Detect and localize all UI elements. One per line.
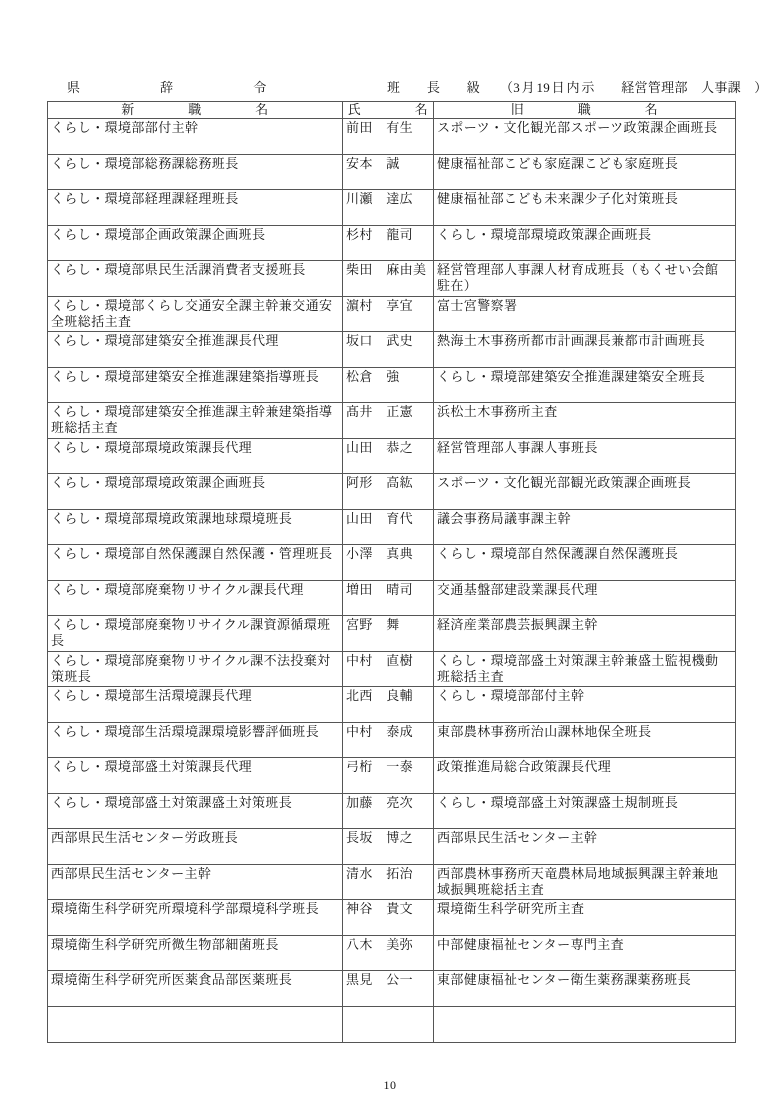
table-row bbox=[48, 722, 736, 758]
table-row bbox=[48, 119, 736, 155]
old-position-cell: 経済産業部農芸振興課主幹 bbox=[434, 616, 736, 652]
table-row bbox=[48, 864, 736, 900]
name-cell: 山田 恭之 bbox=[343, 438, 434, 474]
table-row bbox=[48, 616, 736, 652]
new-position-cell: くらし・環境部建築安全推進課長代理 bbox=[48, 332, 343, 368]
name-cell bbox=[343, 1006, 434, 1042]
table-row bbox=[48, 687, 736, 723]
name-cell: 濵村 享宜 bbox=[343, 296, 434, 332]
table-header-row bbox=[48, 102, 736, 119]
table-row bbox=[48, 332, 736, 368]
table-row bbox=[48, 261, 736, 297]
name-cell: 阿形 高紘 bbox=[343, 474, 434, 510]
name-cell: 小澤 真典 bbox=[343, 545, 434, 581]
name-cell: 中村 泰成 bbox=[343, 722, 434, 758]
old-position-cell bbox=[434, 1006, 736, 1042]
table-row bbox=[48, 829, 736, 865]
table-row bbox=[48, 509, 736, 545]
old-position-cell: くらし・環境部盛土対策課盛土規制班長 bbox=[434, 793, 736, 829]
old-position-cell: くらし・環境部盛土対策課主幹兼盛土監視機動班総括主査 bbox=[434, 651, 736, 687]
new-position-cell: 環境衛生科学研究所微生物部細菌班長 bbox=[48, 935, 343, 971]
name-cell: 北西 良輔 bbox=[343, 687, 434, 723]
old-position-cell: 経営管理部人事課人材育成班長（もくせい会館駐在） bbox=[434, 261, 736, 297]
old-position-cell: くらし・環境部建築安全推進課建築安全班長 bbox=[434, 367, 736, 403]
new-position-cell: くらし・環境部総務課総務班長 bbox=[48, 154, 343, 190]
new-position-cell bbox=[48, 1006, 343, 1042]
old-position-cell: 西部県民生活センター主幹 bbox=[434, 829, 736, 865]
new-position-cell: くらし・環境部建築安全推進課主幹兼建築指導班総括主査 bbox=[48, 403, 343, 439]
new-position-cell: くらし・環境部企画政策課企画班長 bbox=[48, 225, 343, 261]
new-position-cell: くらし・環境部環境政策課地球環境班長 bbox=[48, 509, 343, 545]
table-row bbox=[48, 545, 736, 581]
name-cell: 坂口 武史 bbox=[343, 332, 434, 368]
table-row bbox=[48, 190, 736, 226]
old-position-cell: スポーツ・文化観光部スポーツ政策課企画班長 bbox=[434, 119, 736, 155]
column-header-new-position: 新 職 名 bbox=[48, 102, 343, 119]
table-row bbox=[48, 296, 736, 332]
document-title-note: （3 月 19 日 内 示 経営管理部 人事課 ） bbox=[500, 80, 768, 95]
new-position-cell: くらし・環境部盛土対策課盛土対策班長 bbox=[48, 793, 343, 829]
document-title-grade: 班 長 級 bbox=[387, 80, 481, 95]
table-row bbox=[48, 225, 736, 261]
name-cell: 髙井 正憲 bbox=[343, 403, 434, 439]
new-position-cell: くらし・環境部生活環境課環境影響評価班長 bbox=[48, 722, 343, 758]
name-cell: 前田 有生 bbox=[343, 119, 434, 155]
old-position-cell: くらし・環境部部付主幹 bbox=[434, 687, 736, 723]
new-position-cell: くらし・環境部廃棄物リサイクル課資源循環班長 bbox=[48, 616, 343, 652]
name-cell: 長坂 博之 bbox=[343, 829, 434, 865]
table-body bbox=[48, 119, 736, 1043]
new-position-cell: くらし・環境部自然保護課自然保護・管理班長 bbox=[48, 545, 343, 581]
name-cell: 黒見 公一 bbox=[343, 971, 434, 1007]
name-cell: 清水 拓治 bbox=[343, 864, 434, 900]
new-position-cell: くらし・環境部部付主幹 bbox=[48, 119, 343, 155]
old-position-cell: 浜松土木事務所主査 bbox=[434, 403, 736, 439]
name-cell: 川瀬 達広 bbox=[343, 190, 434, 226]
table-row bbox=[48, 438, 736, 474]
document-title-agency: 県 辞 令 bbox=[67, 80, 267, 95]
name-cell: 神谷 貴文 bbox=[343, 900, 434, 936]
column-header-name: 氏 名 bbox=[343, 102, 434, 119]
new-position-cell: くらし・環境部くらし交通安全課主幹兼交通安全班総括主査 bbox=[48, 296, 343, 332]
new-position-cell: くらし・環境部生活環境課長代理 bbox=[48, 687, 343, 723]
table-row bbox=[48, 935, 736, 971]
personnel-table bbox=[47, 101, 736, 1043]
name-cell: 杉村 龍司 bbox=[343, 225, 434, 261]
name-cell: 増田 晴司 bbox=[343, 580, 434, 616]
table-row bbox=[48, 367, 736, 403]
new-position-cell: くらし・環境部環境政策課企画班長 bbox=[48, 474, 343, 510]
old-position-cell: 経営管理部人事課人事班長 bbox=[434, 438, 736, 474]
table-row bbox=[48, 474, 736, 510]
column-header-old-position: 旧 職 名 bbox=[434, 102, 736, 119]
table-row bbox=[48, 580, 736, 616]
name-cell: 柴田 麻由美 bbox=[343, 261, 434, 297]
table-row bbox=[48, 793, 736, 829]
new-position-cell: くらし・環境部県民生活課消費者支援班長 bbox=[48, 261, 343, 297]
name-cell: 弓桁 一泰 bbox=[343, 758, 434, 794]
old-position-cell: スポーツ・文化観光部観光政策課企画班長 bbox=[434, 474, 736, 510]
new-position-cell: 環境衛生科学研究所医薬食品部医薬班長 bbox=[48, 971, 343, 1007]
old-position-cell: 西部農林事務所天竜農林局地域振興課主幹兼地域振興班総括主査 bbox=[434, 864, 736, 900]
table-row bbox=[48, 154, 736, 190]
new-position-cell: 西部県民生活センター主幹 bbox=[48, 864, 343, 900]
old-position-cell: 熱海土木事務所都市計画課長兼都市計画班長 bbox=[434, 332, 736, 368]
table-row bbox=[48, 651, 736, 687]
name-cell: 山田 育代 bbox=[343, 509, 434, 545]
table-row bbox=[48, 900, 736, 936]
new-position-cell: 環境衛生科学研究所環境科学部環境科学班長 bbox=[48, 900, 343, 936]
old-position-cell: くらし・環境部環境政策課企画班長 bbox=[434, 225, 736, 261]
old-position-cell: くらし・環境部自然保護課自然保護班長 bbox=[434, 545, 736, 581]
table-row bbox=[48, 1006, 736, 1042]
name-cell: 安本 誠 bbox=[343, 154, 434, 190]
name-cell: 八木 美弥 bbox=[343, 935, 434, 971]
table-row bbox=[48, 403, 736, 439]
name-cell: 加藤 亮次 bbox=[343, 793, 434, 829]
old-position-cell: 健康福祉部こども未来課少子化対策班長 bbox=[434, 190, 736, 226]
new-position-cell: くらし・環境部経理課経理班長 bbox=[48, 190, 343, 226]
new-position-cell: くらし・環境部廃棄物リサイクル課長代理 bbox=[48, 580, 343, 616]
old-position-cell: 環境衛生科学研究所主査 bbox=[434, 900, 736, 936]
table-row bbox=[48, 971, 736, 1007]
new-position-cell: くらし・環境部廃棄物リサイクル課不法投棄対策班長 bbox=[48, 651, 343, 687]
old-position-cell: 中部健康福祉センター専門主査 bbox=[434, 935, 736, 971]
name-cell: 中村 直樹 bbox=[343, 651, 434, 687]
table-row bbox=[48, 758, 736, 794]
old-position-cell: 議会事務局議事課主幹 bbox=[434, 509, 736, 545]
name-cell: 松倉 強 bbox=[343, 367, 434, 403]
page-number: 10 bbox=[383, 1078, 397, 1092]
name-cell: 宮野 舞 bbox=[343, 616, 434, 652]
new-position-cell: くらし・環境部環境政策課長代理 bbox=[48, 438, 343, 474]
old-position-cell: 政策推進局総合政策課長代理 bbox=[434, 758, 736, 794]
old-position-cell: 富士宮警察署 bbox=[434, 296, 736, 332]
old-position-cell: 東部農林事務所治山課林地保全班長 bbox=[434, 722, 736, 758]
old-position-cell: 東部健康福祉センター衛生薬務課薬務班長 bbox=[434, 971, 736, 1007]
new-position-cell: 西部県民生活センター労政班長 bbox=[48, 829, 343, 865]
old-position-cell: 健康福祉部こども家庭課こども家庭班長 bbox=[434, 154, 736, 190]
new-position-cell: くらし・環境部建築安全推進課建築指導班長 bbox=[48, 367, 343, 403]
new-position-cell: くらし・環境部盛土対策課長代理 bbox=[48, 758, 343, 794]
old-position-cell: 交通基盤部建設業課長代理 bbox=[434, 580, 736, 616]
